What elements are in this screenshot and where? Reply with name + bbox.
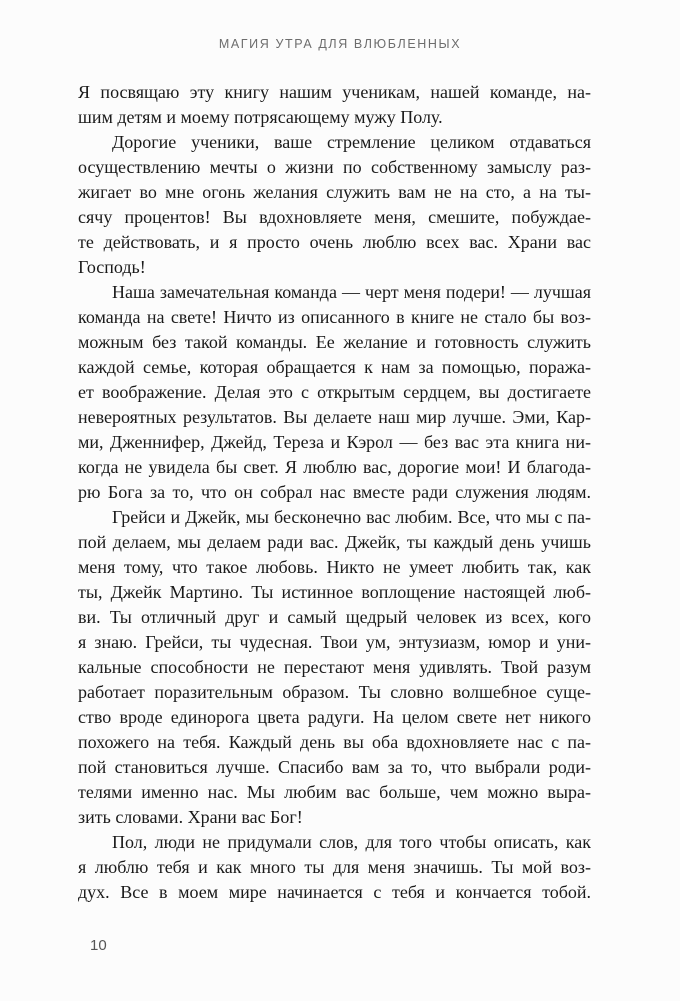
- text-line: ты, Джейк Мартино. Ты истинное воплощение настоящей люб-: [78, 582, 591, 602]
- text-line: команда на свете! Ничто из описанного в книге не стало бы воз-: [78, 307, 591, 327]
- text-line: я знаю. Грейси, ты чудесная. Твои ум, энтузиазм, юмор и уни-: [78, 632, 591, 652]
- text-line: ет воображение. Делая это с открытым сердцем, вы достигаете: [78, 382, 591, 402]
- page-number: 10: [90, 937, 107, 954]
- text-line: Я посвящаю эту книгу нашим ученикам, нашей команде, на-: [78, 82, 591, 102]
- text-line: шим детям и моему потрясающему мужу Полу.: [78, 107, 443, 127]
- paragraph: [78, 80, 591, 130]
- text-line: ство вроде единорога цвета радуги. На целом свете нет никого: [78, 707, 591, 727]
- text-line: жигает во мне огонь желания служить вам не на сто, а на ты-: [78, 182, 591, 202]
- text-line: Господь!: [78, 257, 146, 277]
- running-head: МАГИЯ УТРА ДЛЯ ВЛЮБЛЕННЫХ: [218, 37, 462, 51]
- text-line: ви. Ты отличный друг и самый щедрый человек из всех, кого: [78, 607, 591, 627]
- text-line: каждой семье, которая обращается к нам за помощью, поража-: [78, 357, 591, 377]
- text-line: можным без такой команды. Ее желание и готовность служить: [78, 332, 591, 352]
- text-line: телями именно нас. Мы любим вас больше, чем можно выра-: [78, 782, 591, 802]
- text-line: когда не увидела бы свет. Я люблю вас, дорогие мои! И благода-: [78, 457, 591, 477]
- text-line: осуществлению мечты о жизни по собственному замыслу раз-: [78, 157, 591, 177]
- text-line: пой делаем, мы делаем ради вас. Джейк, ты каждый день учишь: [78, 532, 591, 552]
- text-line: Грейси и Джейк, мы бесконечно вас любим. Все, что мы с па-: [112, 507, 591, 527]
- text-line: невероятных результатов. Вы делаете наш мир лучше. Эми, Кар-: [78, 407, 591, 427]
- dedication-text-block: [78, 80, 591, 905]
- text-line: рю Бога за то, что он собрал нас вместе ради служения людям.: [78, 482, 591, 502]
- text-line: меня тому, что такое любовь. Никто не умеет любить так, как: [78, 557, 591, 577]
- text-line: ми, Дженнифер, Джейд, Тереза и Кэрол — без вас эта книга ни-: [78, 432, 591, 452]
- text-line: кальные способности не перестают меня удивлять. Твой разум: [78, 657, 591, 677]
- text-line: Наша замечательная команда — черт меня подери! — лучшая: [112, 282, 591, 302]
- text-line: пой становиться лучше. Спасибо вам за то, что выбрали роди-: [78, 757, 591, 777]
- text-line: я люблю тебя и как много ты для меня значишь. Ты мой воз-: [78, 857, 591, 877]
- paragraph: [78, 505, 591, 830]
- paragraph: [78, 130, 591, 280]
- text-line: сячу процентов! Вы вдохновляете меня, смешите, побуждае-: [78, 207, 591, 227]
- text-line: Пол, люди не придумали слов, для того чтобы описать, как: [112, 832, 591, 852]
- text-line: дух. Все в моем мире начинается с тебя и кончается тобой.: [78, 882, 591, 902]
- paragraph: [78, 830, 591, 905]
- text-line: зить словами. Храни вас Бог!: [78, 807, 303, 827]
- text-line: работает поразительным образом. Ты словно волшебное суще-: [78, 682, 591, 702]
- text-line: похожего на тебя. Каждый день вы оба вдохновляете нас с па-: [78, 732, 591, 752]
- text-line: Дорогие ученики, ваше стремление целиком отдаваться: [112, 132, 591, 152]
- text-line: те действовать, и я просто очень люблю всех вас. Храни вас: [78, 232, 591, 252]
- paragraph: [78, 280, 591, 505]
